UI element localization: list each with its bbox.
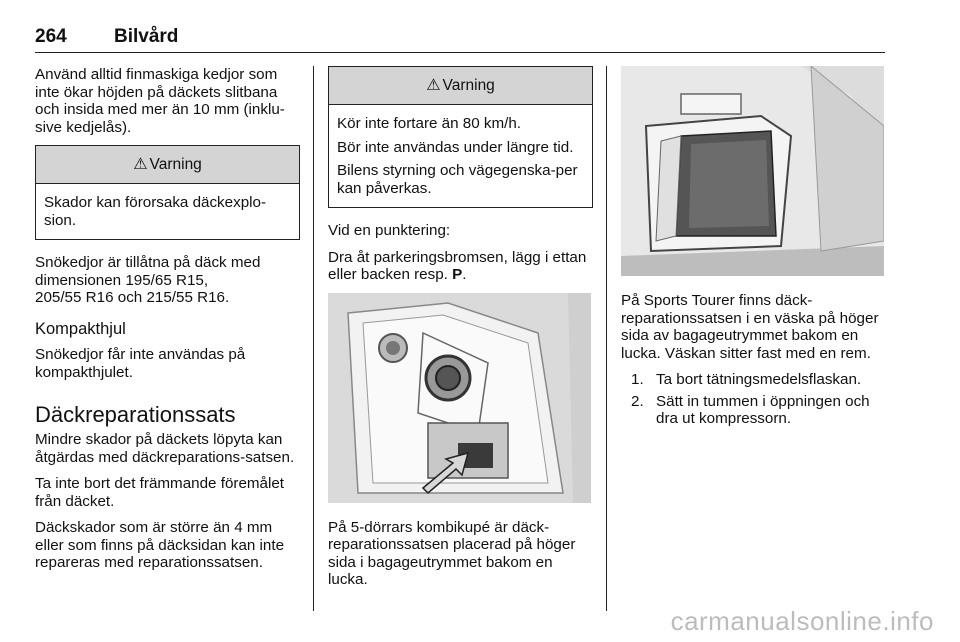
warning-triangle-icon: ⚠ [133,155,148,173]
repair-paragraph-2: Ta inte bort det främmande föremålet från däcket. [35,475,285,510]
warning-box-1 [35,145,300,240]
warning-triangle-icon: ⚠ [426,76,441,94]
repair-kit-heading: Däckreparationssats [35,402,236,427]
warning-line: Kör inte fortare än 80 km/h. [337,115,522,132]
snow-chains-paragraph: Snökedjor är tillåtna på däck med dimensionen 195/65 R15, [35,254,261,289]
warning-text: Skador kan förorsaka däckexplo-sion. [44,194,267,229]
warning-header [36,146,299,184]
warning-title: Varning [149,155,202,173]
figure-hatchback-trunk [328,293,591,503]
column-3 [621,66,886,432]
page-header [35,26,885,53]
page-number: 264 [35,26,67,47]
snow-chains-sizes: 205/55 R16 och 215/55 R16. [35,289,230,306]
watermark: carmanualsonline.info [670,606,934,636]
gear-key: P [452,266,463,283]
figure-sports-tourer-trunk [621,66,884,276]
compact-wheel-heading: Kompakthjul [35,319,126,338]
steps-list [621,371,886,428]
warning-line: Bilens styrning och vägegenska-per kan påverkas. [337,162,578,197]
chapter-title: Bilvård [114,26,179,47]
list-item: 1. Ta bort tätningsmedelsflaskan. [631,371,862,388]
repair-paragraph-1: Mindre skador på däckets löpyta kan åtgärdas med däckreparations-satsen. [35,431,295,466]
figure-caption: På 5-dörrars kombikupé är däck-reparationssatsen placerad på höger sida i bagageutrymmet bakom en lucka. [328,518,576,588]
warning-line: Bör inte användas under längre tid. [337,138,574,156]
puncture-text: Dra åt parkeringsbromsen, lägg i ettan eller backen resp. P. [328,248,587,283]
warning-box-2 [328,66,593,208]
warning-title: Varning [442,76,495,94]
column-2 [328,66,593,598]
intro-paragraph: Använd alltid finmaskiga kedjor som inte ökar höjden på däckets slitbana och insida med mer än 10 mm (inklu-sive kedjelås). [35,66,285,136]
list-item: 2. Sätt in tummen i öppningen och dra ut kompressorn. [631,392,870,427]
sports-tourer-illustration [621,66,884,276]
repair-paragraph-3: Däckskador som är större än 4 mm eller som finns på däcksidan kan inte repareras med reparationssatsen. [35,519,285,571]
column-1 [35,66,300,581]
sports-tourer-text: På Sports Tourer finns däck-reparationssatsen i en väska på höger sida av bagageutrymmet bakom en lucka. Väskan sitter fast med en rem. [621,292,879,362]
puncture-heading: Vid en punktering: [328,222,451,239]
trunk-illustration [328,293,591,503]
warning-header [329,67,592,105]
column-divider [606,66,607,611]
compact-wheel-text: Snökedjor får inte användas på kompakthjulet. [35,346,246,381]
column-divider [313,66,314,611]
